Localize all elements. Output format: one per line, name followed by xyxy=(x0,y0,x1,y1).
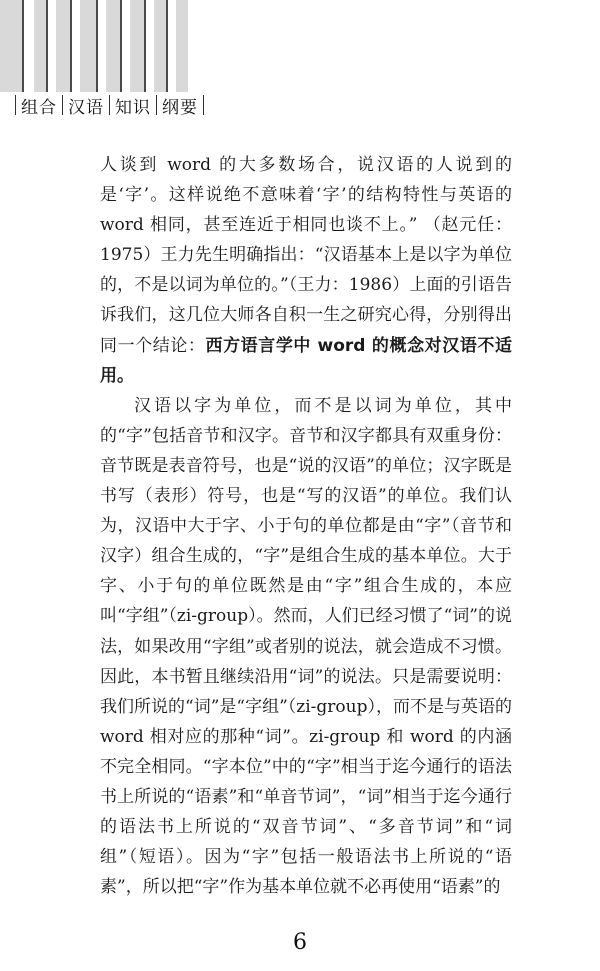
header-stripe xyxy=(98,0,106,92)
header-stripe xyxy=(72,0,80,92)
running-title-segment: 知识 xyxy=(115,97,151,118)
title-divider xyxy=(203,95,204,115)
running-title xyxy=(14,92,205,118)
header-stripe-decoration xyxy=(0,0,200,92)
header-stripe xyxy=(34,0,46,92)
header-stripe xyxy=(168,0,176,92)
paragraph: 汉语以字为单位，而不是以词为单位，其中的“字”包括音节和汉字。音节和汉字都具有双重身份：音节既是表音符号，也是“说的汉语”的单位；汉字既是书写（表形）符号，也是“写的汉语”的单位。我们认为，汉语中大于字、小于句的单位都是由“字”（音节和汉字）组合生成的，“字”是组合生成的基本单位。大于字、小于句的单位既然是由“字”组合生成的，本应叫“字组”（zi-group）。然而，人们已经习惯了“词”的说法，如果改用“字组”或者别的说法，就会造成不习惯。因此，本书暂且继续沿用“词”的说法。只是需要说明：我们所说的“词”是“字组”（zi-group），而不是与英语的 word 相对应的那种“词”。zi-group 和 word 的内涵不完全相同。“字本位”中的“字”相当于迄今通行的语法书上所说的“语素”和“单音节词”，“词”相当于迄今通行的语法书上所说的“双音节词”、“多音节词”和“词组”（短语）。因为“字”包括一般语法书上所说的“语素”，所以把“字”作为基本单位就不必再使用“语素”的 xyxy=(100,395,512,898)
header-stripe xyxy=(122,0,130,92)
header-stripe xyxy=(24,0,34,92)
running-title-segment: 纲要 xyxy=(162,97,198,118)
running-title-segment: 汉语 xyxy=(68,97,104,118)
paragraph-text: 人谈到 word 的大多数场合，说汉语的人说到的是‘字’。这样说绝不意味着‘字’的结构特性与英语的 word 相同，甚至连近于相同也谈不上。” （赵元任：1975）王力先生明确指出：“汉语基本上是以字为单位的，不是以词为单位的。”（王力：1986）上面的引语告诉我们，这几位大师各自积一生之研究心得，分别得出同一个结论： xyxy=(100,155,512,356)
running-title-segment: 组合 xyxy=(21,97,57,118)
title-divider xyxy=(156,95,157,115)
header-stripe xyxy=(176,0,188,92)
header-stripe xyxy=(146,0,154,92)
page-number: 6 xyxy=(293,930,307,955)
title-divider xyxy=(15,95,16,115)
title-divider xyxy=(109,95,110,115)
header-stripe xyxy=(154,0,166,92)
header-stripe xyxy=(80,0,96,92)
paragraph-continuation xyxy=(100,150,512,391)
header-stripe xyxy=(0,0,22,92)
header-stripe xyxy=(106,0,120,92)
body-text xyxy=(100,150,512,902)
header-stripe xyxy=(130,0,144,92)
bold-conclusion: 西方语言学中 word 的概念对汉语不适用。 xyxy=(100,335,513,386)
header-stripe xyxy=(48,0,56,92)
header-stripe xyxy=(56,0,70,92)
title-divider xyxy=(62,95,63,115)
